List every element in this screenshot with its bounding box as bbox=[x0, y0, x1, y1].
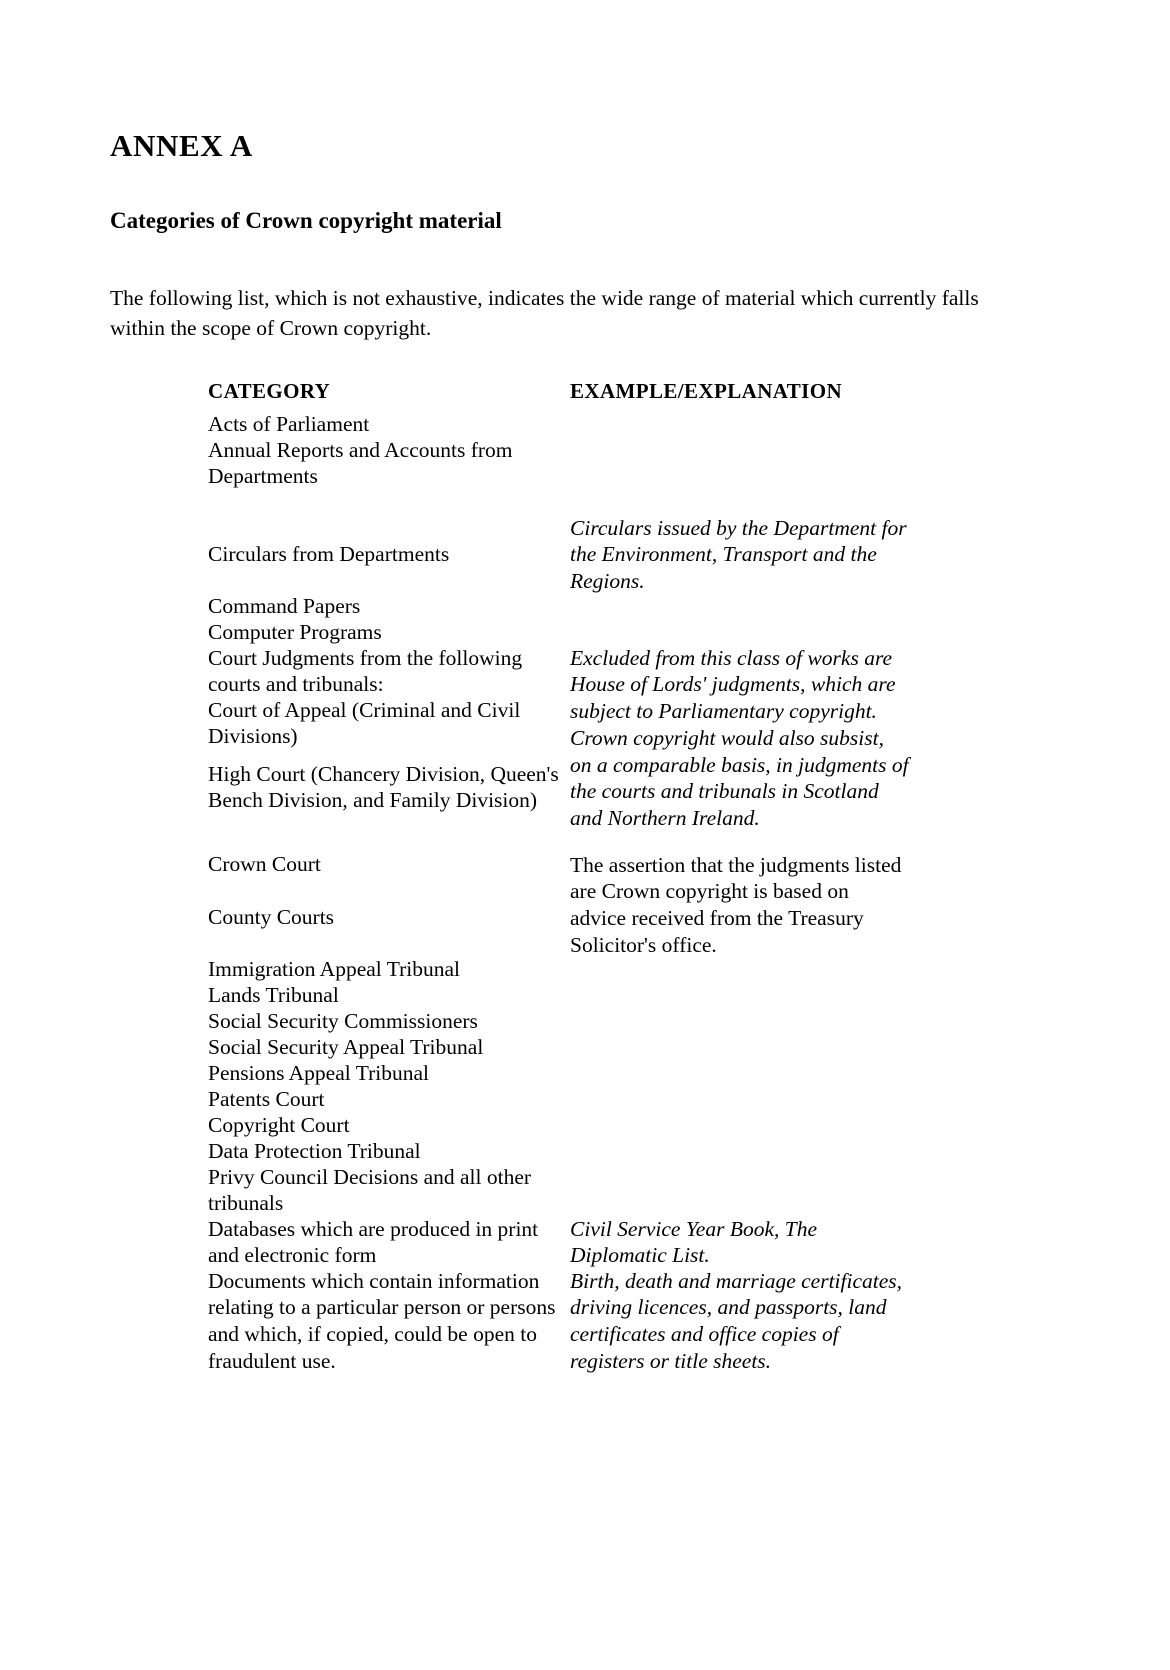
category-databases: Databases which are produced in print and electronic form bbox=[208, 1216, 539, 1268]
category-computer-programs: Computer Programs bbox=[208, 619, 382, 644]
category-command-papers: Command Papers bbox=[208, 593, 361, 618]
category-patents-court: Patents Court bbox=[208, 1086, 325, 1111]
category-acts-of-parliament: Acts of Parliament bbox=[208, 411, 370, 436]
categories-table bbox=[208, 378, 998, 1411]
intro-paragraph: The following list, which is not exhaustive, indicates the wide range of material which currently falls within the scope of Crown copyright. bbox=[110, 286, 979, 340]
page-title: ANNEX A bbox=[110, 128, 253, 163]
table-header-row bbox=[208, 378, 998, 411]
category-high-court: High Court (Chancery Division, Queen's Bench Division, and Family Division) bbox=[208, 761, 559, 813]
example-judgments-roman: The assertion that the judgments listed are Crown copyright is based on advice received from the Treasury Solicitor's office. bbox=[570, 852, 902, 957]
category-documents-personal: Documents which contain information relating to a particular person or persons and which, if copied, could be open to fraudulent use. bbox=[208, 1268, 556, 1373]
example-circulars: Circulars issued by the Department for the Environment, Transport and the Regions. bbox=[570, 515, 907, 594]
category-crown-court: Crown Court bbox=[208, 851, 321, 876]
category-privy-council: Privy Council Decisions and all other tribunals bbox=[208, 1164, 532, 1216]
category-circulars: Circulars from Departments bbox=[208, 541, 450, 566]
category-copyright-court: Copyright Court bbox=[208, 1112, 350, 1137]
example-judgments-italic: Excluded from this class of works are House of Lords' judgments, which are subject to Parliamentary copyright. Crown copyright would also subsist, on a comparable basis, in judgments of the courts and tribunals in Scotland and Northern Ireland. bbox=[570, 645, 909, 831]
category-annual-reports: Annual Reports and Accounts from Departments bbox=[208, 437, 513, 489]
example-databases: Civil Service Year Book, The Diplomatic List. bbox=[570, 1216, 818, 1268]
category-county-courts: County Courts bbox=[208, 904, 335, 929]
table-body bbox=[208, 411, 998, 1411]
category-data-protection-tribunal: Data Protection Tribunal bbox=[208, 1138, 421, 1163]
column-header-example: EXAMPLE/EXPLANATION bbox=[570, 378, 843, 403]
column-header-category: CATEGORY bbox=[208, 378, 331, 403]
document-content bbox=[110, 128, 990, 1411]
category-lands-tribunal: Lands Tribunal bbox=[208, 982, 339, 1007]
category-social-security-commissioners: Social Security Commissioners bbox=[208, 1008, 478, 1033]
category-court-judgments: Court Judgments from the following courts and tribunals: bbox=[208, 645, 523, 697]
example-documents: Birth, death and marriage certificates, driving licences, and passports, land certificates and office copies of registers or title sheets. bbox=[570, 1268, 903, 1373]
category-pensions-appeal-tribunal: Pensions Appeal Tribunal bbox=[208, 1060, 429, 1085]
category-social-security-appeal-tribunal: Social Security Appeal Tribunal bbox=[208, 1034, 484, 1059]
category-immigration-appeal-tribunal: Immigration Appeal Tribunal bbox=[208, 956, 461, 981]
section-subtitle: Categories of Crown copyright material bbox=[110, 207, 502, 233]
category-court-of-appeal: Court of Appeal (Criminal and Civil Divisions) bbox=[208, 697, 521, 749]
